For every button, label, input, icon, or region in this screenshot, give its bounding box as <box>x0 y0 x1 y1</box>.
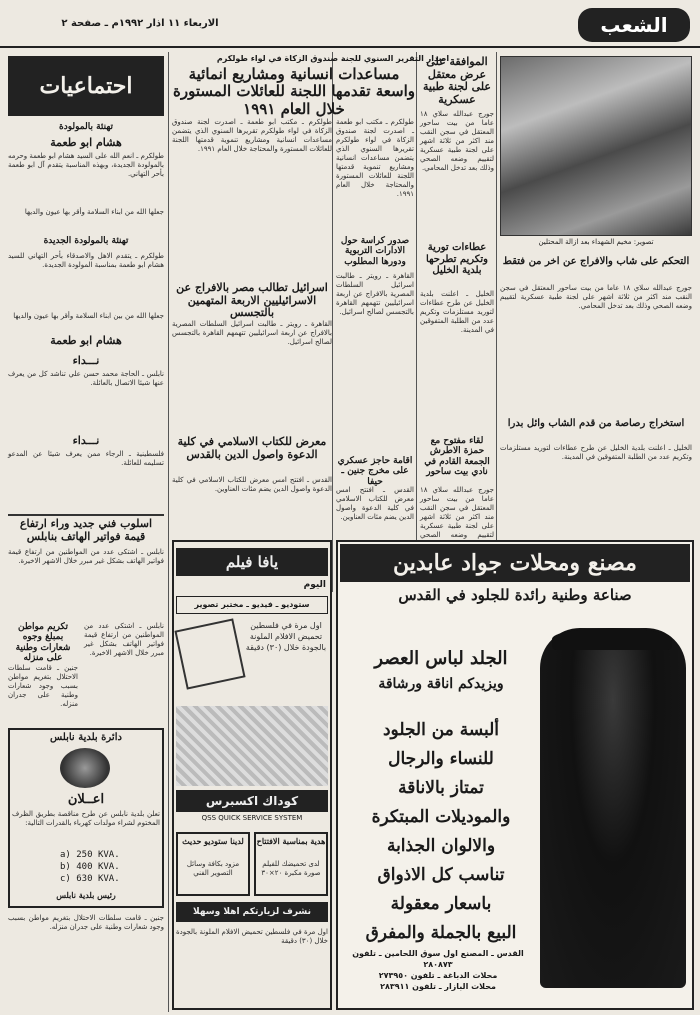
yafa-studio: ستوديو ـ فيديو ـ مختبر تصوير <box>176 596 328 614</box>
tender-row: a) 250 KVA. <box>60 850 120 860</box>
article-body: جورج عبدالله سلاي ١٨ عاما من بيت ساحور المعتقل في سجن النقب مند اكثر من ثلاثة اشهر على لجنة طبية عسكرية لتقييم وضعه الصحي وذلك بعد تدخل المحامي. <box>500 284 693 310</box>
headline-education-booklet: صدور كراسة حول الادارات التربوية ودورها المطلوب <box>340 236 410 267</box>
headline-phone-bills: اسلوب فني جديد وراء ارتفاع قيمة فواتير الهاتف بنابلس <box>8 514 164 543</box>
ad-line: البيع بالجملة والمفرق <box>365 923 517 943</box>
ad-line: والموديلات المبتكرة <box>371 807 511 827</box>
address-line: محلات الدباغة ـ تلفون ٢٧٣٩٥٠ <box>378 971 498 980</box>
congrats-title: تهنئة بالمولودة <box>59 122 113 132</box>
camera-graphic-icon <box>174 618 245 689</box>
ad-line: للنساء والرجال <box>388 749 494 769</box>
congrats-body: طولكرم ـ يتقدم الاهل والاصدقاء بأحر التهاني للسيد هشام ابو طعمة بمناسبة المولودة الجديدة. <box>8 252 164 269</box>
appeal-body: فلسطينية ـ الرجاء ممن يعرف شيئا عن المدعو تسليمه للعائلة. <box>8 450 164 467</box>
headline-zakat-aid: مساعدات انسانية ومشاريع انمائية واسعة تقدمها اللجنة للعائلات المستورة خلال العام ١٩٩١ <box>172 65 415 118</box>
article-body: نابلس ـ اشتكى عدد من المواطنين من ارتفاع قيمة فواتير الهاتف بشكل غير مبرر خلال الاشهر الاخيرة. <box>84 622 164 657</box>
headline-book-fair: معرض للكتاب الاسلامي في كلية الدعوة واصول الدين بالقدس <box>177 435 327 461</box>
appeal-title: نـــداء <box>72 434 100 447</box>
model-leather-jacket-photo <box>540 628 686 988</box>
yafa-offer: اول مرة في فلسطين تحميض الافلام الملونة بالجودة خلال (٣٠) دقيقة <box>245 621 327 652</box>
congrats-title: تهنئة بالمولودة الجديدة <box>43 236 129 246</box>
abdeen-body <box>344 716 538 948</box>
tender-org: دائرة بلدية نابلس <box>50 732 122 743</box>
article-body: جنين ـ قامت سلطات الاحتلال بتغريم مواطن بسبب وجود شعارات وطنية على جدران منزله. <box>8 664 78 708</box>
article-body: نابلس ـ اشتكى عدد من المواطنين من ارتفاع قيمة فواتير الهاتف بشكل غير مبرر خلال الاشهر الاخيرة. <box>8 548 164 565</box>
article-body: القاهرة ـ رويتر ـ طالبت اسرائيل السلطات المصرية بالافراج عن اربعة اسرائيليين تتهمهم القاهرة بالتجسس لصالح اسرائيل. <box>172 320 332 346</box>
abdeen-sub: صناعة وطنية رائدة للجلود في القدس <box>398 586 632 604</box>
ad-line: تناسب كل الاذواق <box>377 865 505 885</box>
column-rule <box>416 52 417 592</box>
article-body: جورج عبدالله سلاي ١٨ عاما من بيت ساحور المعتقل في سجن النقب مند اكثر من ثلاثة اشهر على لجنة طبية عسكرية لتقييم وضعه الصحي <box>420 486 494 539</box>
headline-fine: تكريم مواطن بمبلغ وجوه شعارات وطنية على منزله <box>15 622 71 664</box>
congrats-wish: جعلها الله من بين ابناء السلامة وأقر بها عيون والديها <box>13 312 164 320</box>
congrats-wish: جعلها الله من ابناء السلامة وأقر بها عيون والديها <box>24 208 164 216</box>
social-section-banner: احتماعيات <box>8 56 164 116</box>
headline-bullet-extraction: استخراج رصاصة من قدم الشاب وائل بدرا <box>507 418 685 429</box>
article-body: جنين ـ قامت سلطات الاحتلال بتغريم مواطن بسبب وجود شعارات وطنية على جدران منزله. <box>8 914 164 931</box>
article-body: الخليل ـ اعلنت بلدية الخليل عن طرح عطاءات لتوريد مستلزمات وتكريم عدد من الطلبة المتفوقين في المدينة. <box>500 444 692 461</box>
news-photo <box>500 56 692 236</box>
tender-intro: تعلن بلدية نابلس عن طرح مناقصة بطريق الظرف المختوم لشراء مولدات كهرباء بالقدرات التالية: <box>12 810 160 827</box>
abdeen-banner: مصنع ومحلات جواد عابدين <box>340 544 690 582</box>
address-line: محلات البازار ـ تلفون ٢٨٣٩١١ <box>380 982 496 991</box>
congrats-body: طولكرم ـ انعم الله على السيد هشام ابو طعمة وحرمه بالمولودة الجديدة، وبهذه المناسبة يتقدم آل ابو طعمة بأحر التهاني. <box>8 152 164 178</box>
headline-hebron-tenders: عطاءات تورية وتكريم تطرحها بلدية الخليل <box>426 242 488 276</box>
studio-body: مزود بكافة وسائل التصوير الفني <box>186 860 240 877</box>
headline-open-meeting: لقاء مفتوح مع حمزة الاطرش الجمعة القادم في نادي بيت ساحور <box>424 436 490 478</box>
article-body: القدس ـ افتتح امس معرض للكتاب الاسلامي في كلية الدعوة واصول الدين يضم مئات العناوين. <box>172 476 332 493</box>
article-body: طولكرم ـ مكتب ابو طعمة ـ اصدرت لجنة صندوق الزكاة في لواء طولكرم تقريرها السنوي الذي يتضمن مساعدات انسانية ومشاريع تنموية قدمتها اللجنة للعائلات المستورة والمحتاجة خلال العام ١٩٩١. <box>336 118 414 198</box>
gift-title: هدية بمناسبة الافتتاح <box>256 836 326 846</box>
yafa-name: يافا فيلم <box>176 548 328 576</box>
yafa-footer: نشرف لزيارتكم اهلا وسهلا <box>176 902 328 922</box>
abdeen-addresses <box>340 948 536 992</box>
address-line: القدس ـ المصنع اول سوق اللحامين ـ تلفون ٢٨٠٨٧٣ <box>352 949 524 969</box>
column-rule <box>168 52 169 1012</box>
column-rule <box>496 52 497 592</box>
abdeen-slogan2: ويزيدكم اناقة ورشاقة <box>378 676 504 692</box>
abdeen-slogan1: الجلد لباس العصر <box>374 648 508 669</box>
yafa-today: اليوم <box>303 580 326 590</box>
congrats-name: هشام ابو طعمة <box>50 334 122 347</box>
ad-line: والالوان الجذابة <box>386 836 496 856</box>
article-body: القدس ـ افتتح امس معرض للكتاب الاسلامي في كلية الدعوة واصول الدين يضم مئات العناوين. <box>336 486 414 521</box>
kodak-sub: QSS QUICK SERVICE SYSTEM <box>201 814 303 822</box>
gift-body: لدى تحميضك للفيلم صورة مكبرة ٢٠×٣٠ <box>261 860 321 877</box>
ad-line: باسعار معقولة <box>390 894 492 914</box>
headline-release: التحكم على شاب والافراج عن اخر من فتقط <box>502 256 690 267</box>
tender-title: اعــلان <box>67 792 105 807</box>
appeal-body: نابلس ـ الحاجة محمد حسن علي تناشد كل من يعرف عنها شيئا الاتصال بالعائلة. <box>8 370 164 387</box>
tender-row: c) 630 KVA. <box>60 874 120 884</box>
appeal-title: نـــداء <box>72 354 100 367</box>
headline-israel-egypt: اسرائيل تطالب مصر بالافراج عن الاسرائيليين الاربعة المتهمين بالتجسس <box>176 281 328 320</box>
headline-medical-committee: الموافقة على عرض معتقل على لجنة طبية عسكرية <box>423 55 491 106</box>
congrats-name: هشام ابو طعمة <box>50 136 122 149</box>
article-body: طولكرم ـ مكتب ابو طعمة ـ اصدرت لجنة صندوق الزكاة في لواء طولكرم تقريرها السنوي الذي يتضمن مساعدات انسانية ومشاريع تنموية قدمتها اللجنة للعائلات المستورة والمحتاجة خلال العام ١٩٩١. <box>172 118 332 153</box>
article-body: جورج عبدالله سلاي ١٨ عاما من بيت ساحور المعتقل في سجن النقب مند اكثر من ثلاثة اشهر على لجنة طبية عسكرية لتقييم وضعه الصحي وذلك بعد تدخل المحامي. <box>420 110 494 172</box>
masthead-logo: الشعب <box>578 8 690 42</box>
film-graphic <box>176 706 328 786</box>
kodak-express: كوداك اكسبرس <box>176 790 328 812</box>
hat-shape <box>552 628 672 650</box>
studio-title: لدينا ستوديو حديث <box>182 836 244 846</box>
photo-caption: تصوير: مخيم الشهداء بعد ازالة المحتلين <box>538 238 654 246</box>
headline-checkpoint: اقامة حاجز عسكري على مخرج جنين ـ حيفا <box>337 456 413 487</box>
issue-date-line: الاربعاء ١١ اذار ١٩٩٢م ـ صفحة ٢ <box>61 18 219 29</box>
ad-line: ألبسة من الجلود <box>382 720 500 740</box>
municipality-seal-icon <box>60 748 110 788</box>
column-rule <box>332 52 333 592</box>
tender-footer: رئيس بلدية نابلس <box>56 890 116 900</box>
ad-line: تمتاز بالاناقة <box>398 778 484 798</box>
article-body: الخليل ـ اعلنت بلدية الخليل عن طرح عطاءات لتوريد مستلزمات وتكريم عدد من الطلبة المتفوقين في المدينة. <box>420 290 494 334</box>
ad-fine-print: اول مرة في فلسطين تحميض الافلام الملونة بالجودة خلال (٣٠) دقيقة <box>176 928 328 945</box>
tender-row: b) 400 KVA. <box>60 862 120 872</box>
article-kicker: اصدار التقرير السنوي للجنة صندوق الزكاة في لواء طولكرم <box>216 54 450 63</box>
article-body: القاهرة ـ رويتر ـ طالبت اسرائيل السلطات المصرية بالافراج عن اربعة اسرائيليين تتهمهم القاهرة بالتجسس لصالح اسرائيل. <box>336 272 414 316</box>
